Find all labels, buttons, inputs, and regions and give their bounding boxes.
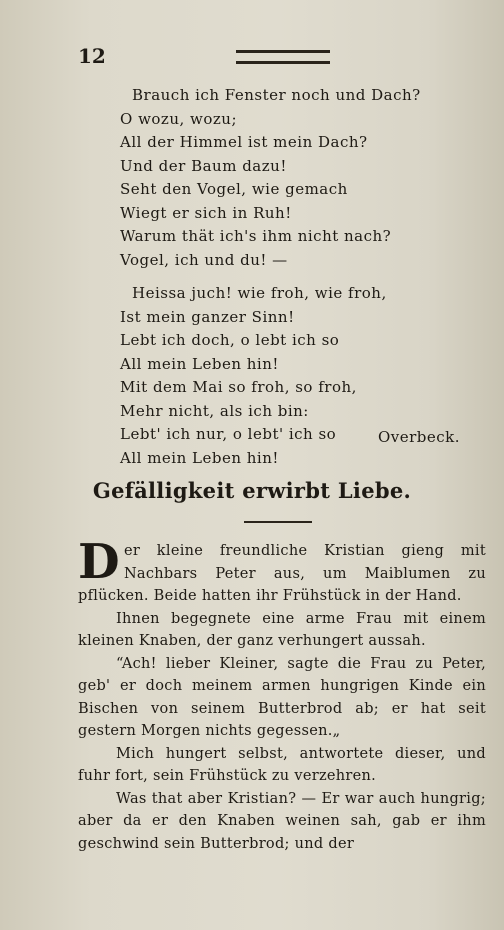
poem-line: Warum thät ich's ihm nicht nach?: [120, 227, 392, 245]
story-paragraph: [78, 534, 486, 608]
poem-line: Ist mein ganzer Sinn!: [120, 307, 295, 326]
poem-line: O wozu, wozu;: [120, 109, 238, 128]
poem-line: Und der Baum dazu!: [120, 156, 287, 175]
poem-line: Mehr nicht, als ich bin:: [120, 401, 309, 420]
stanza-gap: [120, 272, 480, 282]
story-text: [78, 534, 486, 855]
story-title: Gefälligkeit erwirbt Liebe.: [92, 478, 412, 503]
poem: [120, 84, 480, 470]
poem-line: Seht den Vogel, wie gemach: [120, 180, 348, 198]
story-paragraph: Ihnen begegnete eine arme Frau mit einem kleinen Knaben, der ganz verhungert aussah.: [78, 610, 486, 649]
poem-line: Lebt' ich nur, o lebt' ich so: [120, 425, 337, 443]
story-paragraph: Was that aber Kristian? — Er war auch hungrig; aber da er den Knaben weinen sah, gab er ihm geschwind sein Butterbrod; und der: [78, 790, 486, 852]
poem-line: All mein Leben hin!: [120, 448, 279, 467]
poem-line: All mein Leben hin!: [120, 354, 279, 373]
poem-line: Mit dem Mai so froh, so froh,: [120, 378, 357, 396]
page-number: 12: [78, 44, 106, 68]
story-paragraph: Mich hungert selbst, antwortete dieser, und fuhr fort, sein Frühstück zu verzehren.: [78, 745, 486, 784]
title-rule: [244, 521, 312, 523]
poem-line: Heissa juch! wie froh, wie froh,: [132, 284, 387, 302]
poem-line: Brauch ich Fenster noch und Dach?: [132, 86, 421, 104]
drop-cap: D: [78, 534, 120, 590]
story-paragraph: “Ach! lieber Kleiner, sagte die Frau zu Peter, geb' er doch meinem armen hungrigen Kinde ein Bischen von seinem Butterbrod ab; er hat seit gestern Morgen nichts gegessen.„: [78, 655, 486, 739]
poem-line: Lebt ich doch, o lebt ich so: [120, 331, 340, 349]
header-ornament: [236, 50, 330, 64]
poem-line: Wiegt er sich in Ruh!: [120, 203, 292, 222]
poem-line: Vogel, ich und du! —: [120, 250, 288, 269]
poem-author: Overbeck.: [377, 428, 460, 446]
poem-line: All der Himmel ist mein Dach?: [120, 133, 368, 151]
paragraph-text: er kleine freundliche Kristian gieng mit Nachbars Peter aus, um Maiblumen zu pflücken. Beide hatten ihr Frühstück in der Hand.: [78, 543, 486, 604]
